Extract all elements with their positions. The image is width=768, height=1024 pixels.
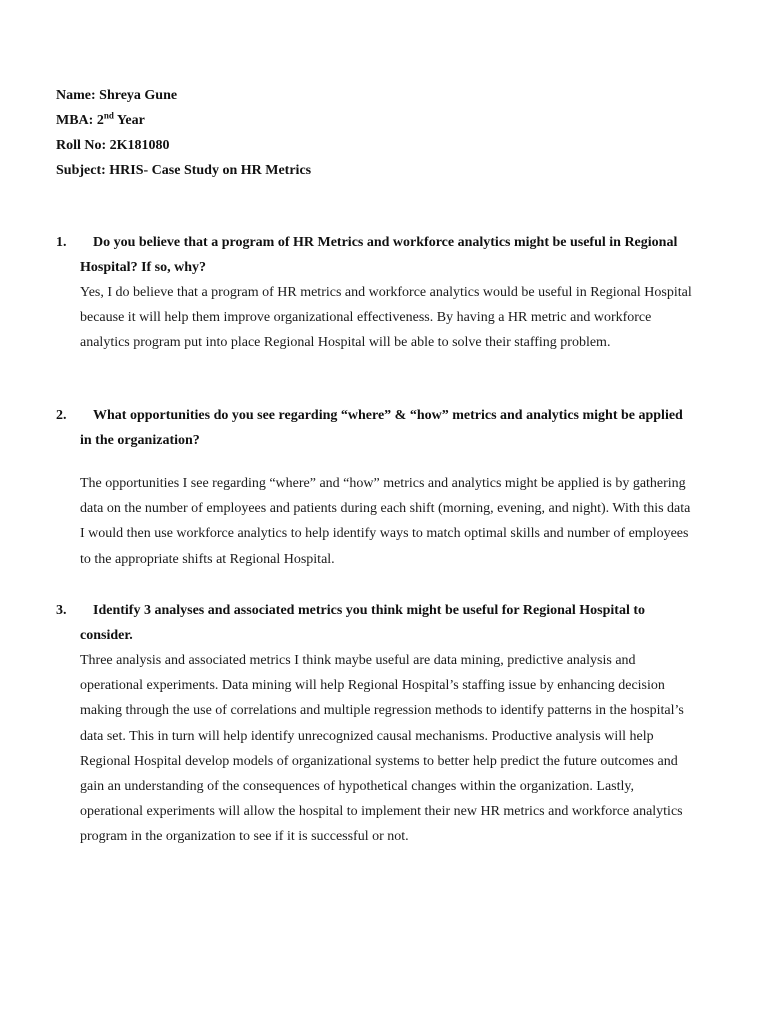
mba-year-word: Year (116, 113, 145, 128)
name-label: Name: (56, 88, 96, 103)
subject-label: Subject: (56, 163, 106, 178)
mba-year-suffix: nd (103, 110, 114, 121)
name-value: Shreya Gune (99, 88, 178, 103)
name-line (56, 86, 706, 111)
question-text: Do you believe that a program of HR Metrics and workforce analytics might be useful in Regional Hospital? If so, why? (80, 235, 678, 275)
question-number: 1. (56, 235, 67, 250)
roll-value: 2K181080 (109, 138, 170, 153)
subject-line (56, 161, 706, 186)
question-number: 2. (56, 408, 67, 423)
subject-value: HRIS- Case Study on HR Metrics (109, 163, 312, 178)
question-block-1 (56, 230, 696, 356)
mba-label: MBA: (56, 113, 94, 128)
question-block-2 (56, 403, 696, 572)
answer-text: Three analysis and associated metrics I think maybe useful are data mining, predictive analysis and operational experiments. Data mining will help Regional Hospital’s staffing issue by enhancing decision making through the use of correlations and multiple regression methods to identify patterns in the hospital’s data set. This in turn will help identify unrecognized causal mechanisms. Productive analysis will help Regional Hospital develop models of organizational systems to better help predict the future outcomes and gain an understanding of the consequences of hypothetical changes within the organization. Lastly, operational experiments will allow the hospital to implement their new HR metrics and workforce analytics program in the organization to see if it is successful or not. (80, 653, 684, 845)
question-number: 3. (56, 603, 67, 618)
question-text: What opportunities do you see regarding “where” & “how” metrics and analytics might be applied in the organization? (80, 408, 683, 448)
mba-line (56, 111, 706, 136)
student-info-header (56, 86, 706, 186)
roll-label: Roll No: (56, 138, 107, 153)
answer-text: The opportunities I see regarding “where” and “how” metrics and analytics might be applied is by gathering data on the number of employees and patients during each shift (morning, evening, and night). With this data I would then use workforce analytics to help identify ways to match optimal skills and number of employees to the appropriate shifts at Regional Hospital. (80, 476, 691, 567)
question-text: Identify 3 analyses and associated metrics you think might be useful for Regional Hospital to consider. (80, 603, 645, 643)
roll-line (56, 136, 706, 161)
mba-year-number: 2 (96, 113, 104, 128)
answer-text: Yes, I do believe that a program of HR metrics and workforce analytics would be useful in Regional Hospital because it will help them improve organizational effectiveness. By having a HR metric and workforce analytics program put into place Regional Hospital will be able to solve their staffing problem. (80, 285, 692, 351)
question-block-3 (56, 598, 696, 850)
